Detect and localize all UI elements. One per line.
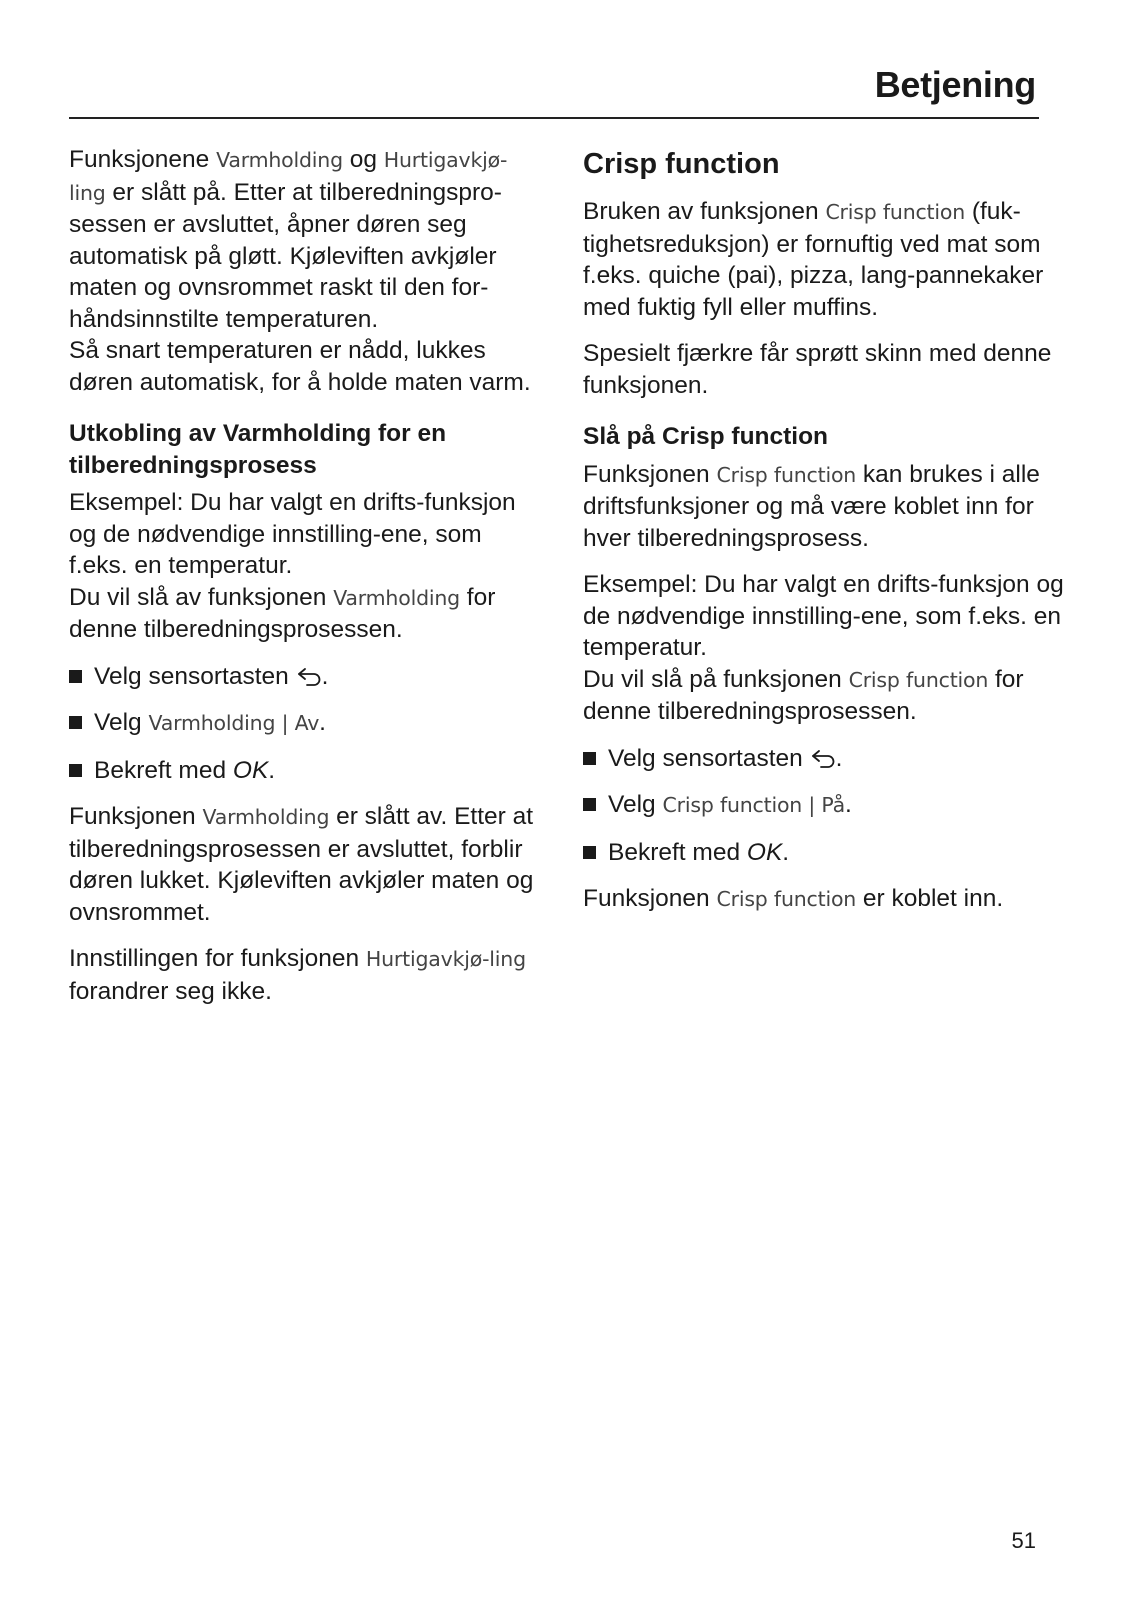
bullet-square-icon	[69, 716, 82, 729]
intro-paragraph: Funksjonene Varmholding og Hurtigavkjø-ling er slått på. Etter at tilberedningspro-sessen er avsluttet, åpner døren seg automatisk på gløtt. Kjøleviften avkjøler maten og ovnsrommet raskt til den for-håndsinnstilte temperaturen. Så snart temperaturen er nådd, lukkes døren automatisk, for å holde maten varm.	[69, 146, 531, 396]
result-paragraph: Funksjonen Varmholding er slått av. Etter at tilberedningsprosessen er avsluttet, forblir døren lukket. Kjøleviften avkjøler maten og ovnsrommet.	[69, 803, 534, 926]
crisp-intro2-paragraph: Spesielt fjærkre får sprøtt skinn med denne funksjonen.	[583, 340, 1052, 399]
header-divider	[69, 117, 1039, 119]
crisp-intro-paragraph: Bruken av funksjonen Crisp function (fuk-tighetsreduksjon) er fornuftig ved mat som f.eks. quiche (pai), pizza, lang-pannekaker med fuktig fyll eller muffins.	[583, 198, 1044, 321]
bullet-square-icon	[69, 764, 82, 777]
section-title: Betjening	[874, 64, 1036, 105]
left-column	[69, 144, 539, 1022]
right-column	[583, 144, 1073, 931]
page-number: 51	[1011, 1528, 1036, 1553]
crisp-result-paragraph: Funksjonen Crisp function er koblet inn.	[583, 885, 1004, 912]
step-item: Velg sensortasten .	[69, 661, 539, 693]
bullet-square-icon	[583, 752, 596, 765]
example-paragraph: Eksempel: Du har valgt en drifts-funksjon og de nødvendige innstilling-ene, som f.eks. en temperatur. Du vil slå av funksjonen Varmholding for denne tilberedningsprosessen.	[69, 489, 516, 643]
bullet-square-icon	[583, 846, 596, 859]
crisp-usage-paragraph: Funksjonen Crisp function kan brukes i alle driftsfunksjoner og må være koblet inn for hver tilberedningsprosess.	[583, 460, 1040, 552]
step-item: Bekreft med OK.	[583, 837, 1073, 869]
crisp-example-paragraph: Eksempel: Du har valgt en drifts-funksjon og de nødvendige innstilling-ene, som f.eks. en temperatur. Du vil slå på funksjonen Crisp function for denne tilberedningsprosessen.	[583, 571, 1064, 725]
bullet-square-icon	[583, 798, 596, 811]
crisp-function-title: Crisp function	[583, 148, 780, 180]
subheading-varmholding-off: Utkobling av Varmholding for en tilberedningsprosess	[69, 420, 447, 479]
step-item: Velg Varmholding | Av.	[69, 707, 539, 740]
bullet-square-icon	[69, 670, 82, 683]
note-paragraph: Innstillingen for funksjonen Hurtigavkjø-ling forandrer seg ikke.	[69, 945, 526, 1005]
step-item: Velg Crisp function | På.	[583, 789, 1073, 822]
back-arrow-icon	[810, 748, 836, 768]
subheading-crisp-on: Slå på Crisp function	[583, 423, 829, 450]
step-item: Bekreft med OK.	[69, 755, 539, 787]
step-item: Velg sensortasten .	[583, 743, 1073, 775]
back-arrow-icon	[296, 666, 322, 686]
